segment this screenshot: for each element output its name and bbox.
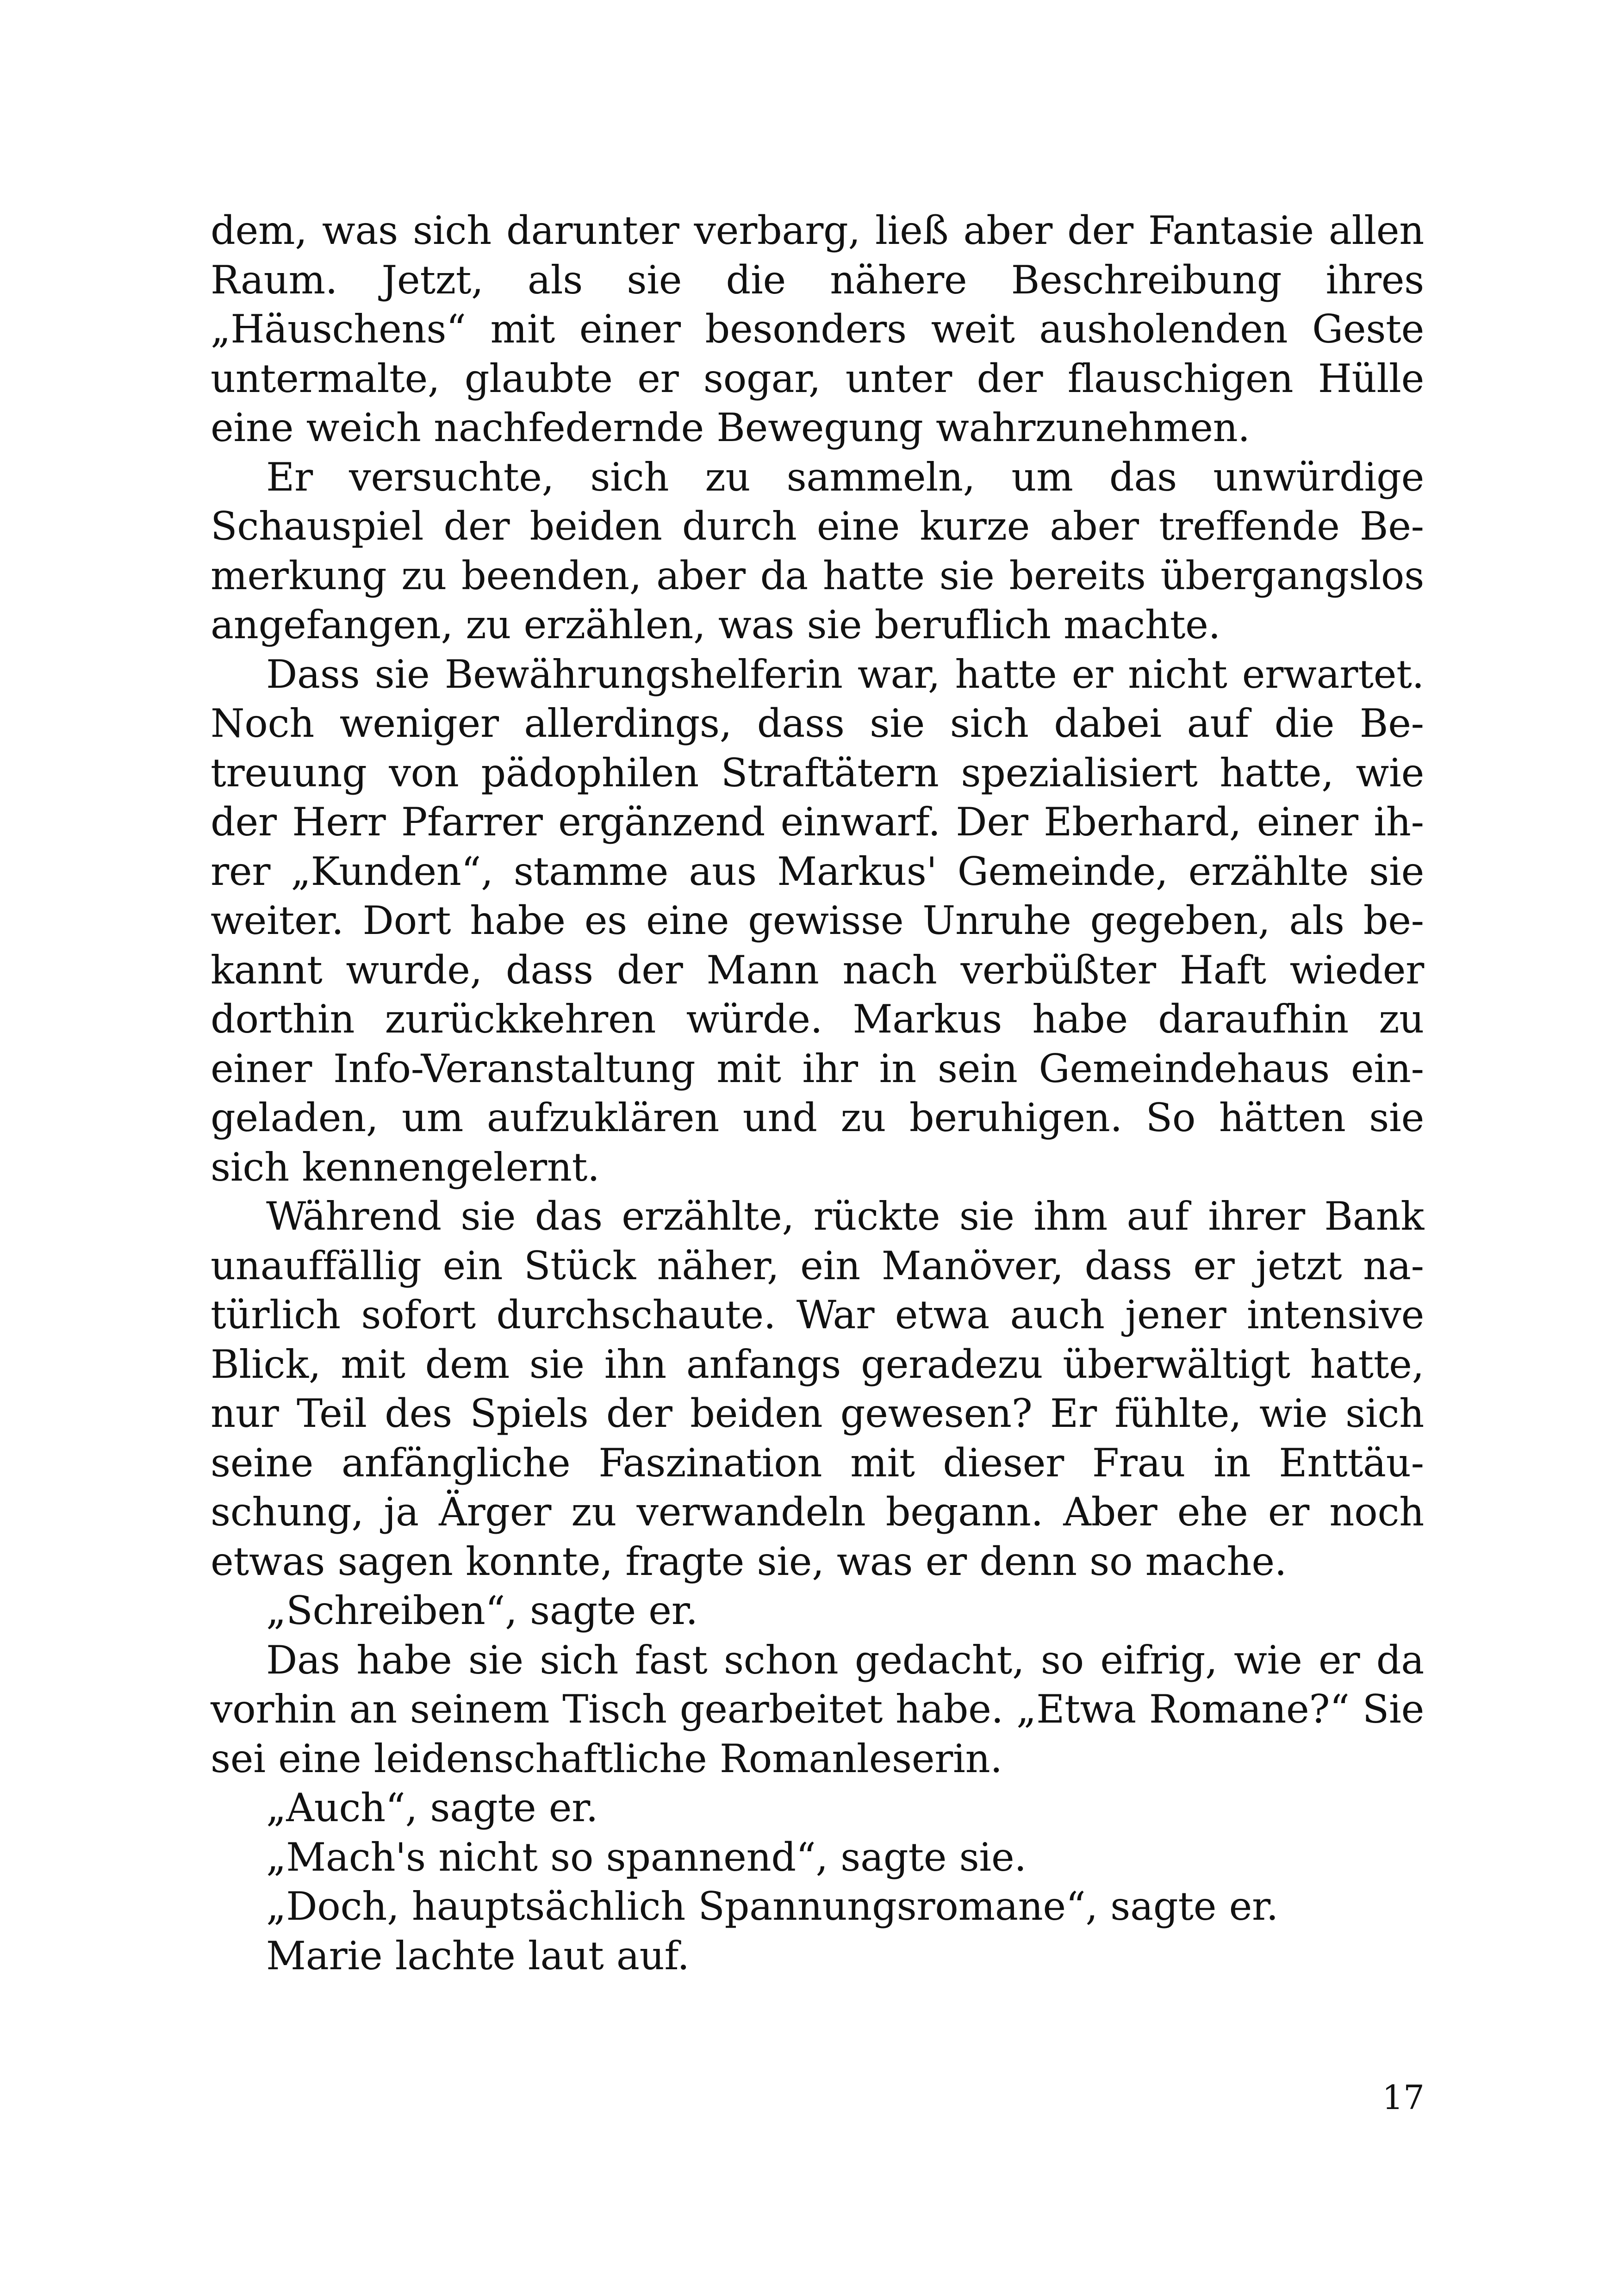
paragraph-8: „Mach's nicht so spannend“, sagte sie. xyxy=(266,1834,1027,1880)
page-number: 17 xyxy=(1382,2078,1425,2117)
paragraph-4: Während sie das erzählte, rückte sie ihm auf ihrer Bank unauffällig ein Stück näher, ein Manöver, dass er jetzt natürlich sofort durchschaute. War etwa auch jener intensive Blick, mit dem sie ihn anfangs geradezu überwältigt hatte, nur Teil des Spiels der beiden gewesen? Er fühlte, wie sich seine anfängliche Faszination mit dieser Frau in Enttäuschung, ja Ärger zu verwandeln begann. Aber ehe er noch etwas sagen konnte, fragte sie, was er denn so mache. xyxy=(211,1194,1424,1584)
paragraph-5: „Schreiben“, sagte er. xyxy=(266,1588,698,1633)
paragraph-9: „Doch, hauptsächlich Spannungsromane“, sagte er. xyxy=(266,1884,1279,1929)
paragraph-1: dem, was sich darunter verbarg, ließ aber der Fantasie allen Raum. Jetzt, als sie die nähere Beschreibung ihres „Häuschens“ mit einer besonders weit ausholenden Geste untermalte, glaubte er sogar, unter der flauschigen Hülle eine weich nachfedernde Bewegung wahrzunehmen. xyxy=(211,208,1424,450)
paragraph-3: Dass sie Bewährungshelferin war, hatte er nicht erwartet. Noch weniger allerdings, dass sie sich dabei auf die Betreuung von pädophilen Straftätern spezialisiert hatte, wie der Herr Pfarrer ergänzend einwarf. Der Eberhard, einer ihrer „Kunden“, stamme aus Markus' Gemeinde, erzählte sie weiter. Dort habe es eine gewisse Unruhe gegeben, als bekannt wurde, dass der Mann nach verbüßter Haft wieder dorthin zurückkehren würde. Markus habe daraufhin zu einer Info-Veranstaltung mit ihr in sein Gemeindehaus eingeladen, um aufzuklären und zu beruhigen. So hätten sie sich kennengelernt. xyxy=(211,651,1424,1190)
paragraph-10: Marie lachte laut auf. xyxy=(266,1933,690,1979)
paragraph-6: Das habe sie sich fast schon gedacht, so eifrig, wie er da vorhin an seinem Tisch gearbeitet habe. „Etwa Romane?“ Sie sei eine leidenschaftliche Romanleserin. xyxy=(211,1637,1424,1781)
paragraph-2: Er versuchte, sich zu sammeln, um das unwürdige Schauspiel der beiden durch eine kurze aber treffende Bemerkung zu beenden, aber da hatte sie bereits übergangslos angefangen, zu erzählen, was sie beruflich machte. xyxy=(211,454,1424,647)
paragraph-7: „Auch“, sagte er. xyxy=(266,1785,598,1830)
book-page-text xyxy=(211,206,1424,1980)
